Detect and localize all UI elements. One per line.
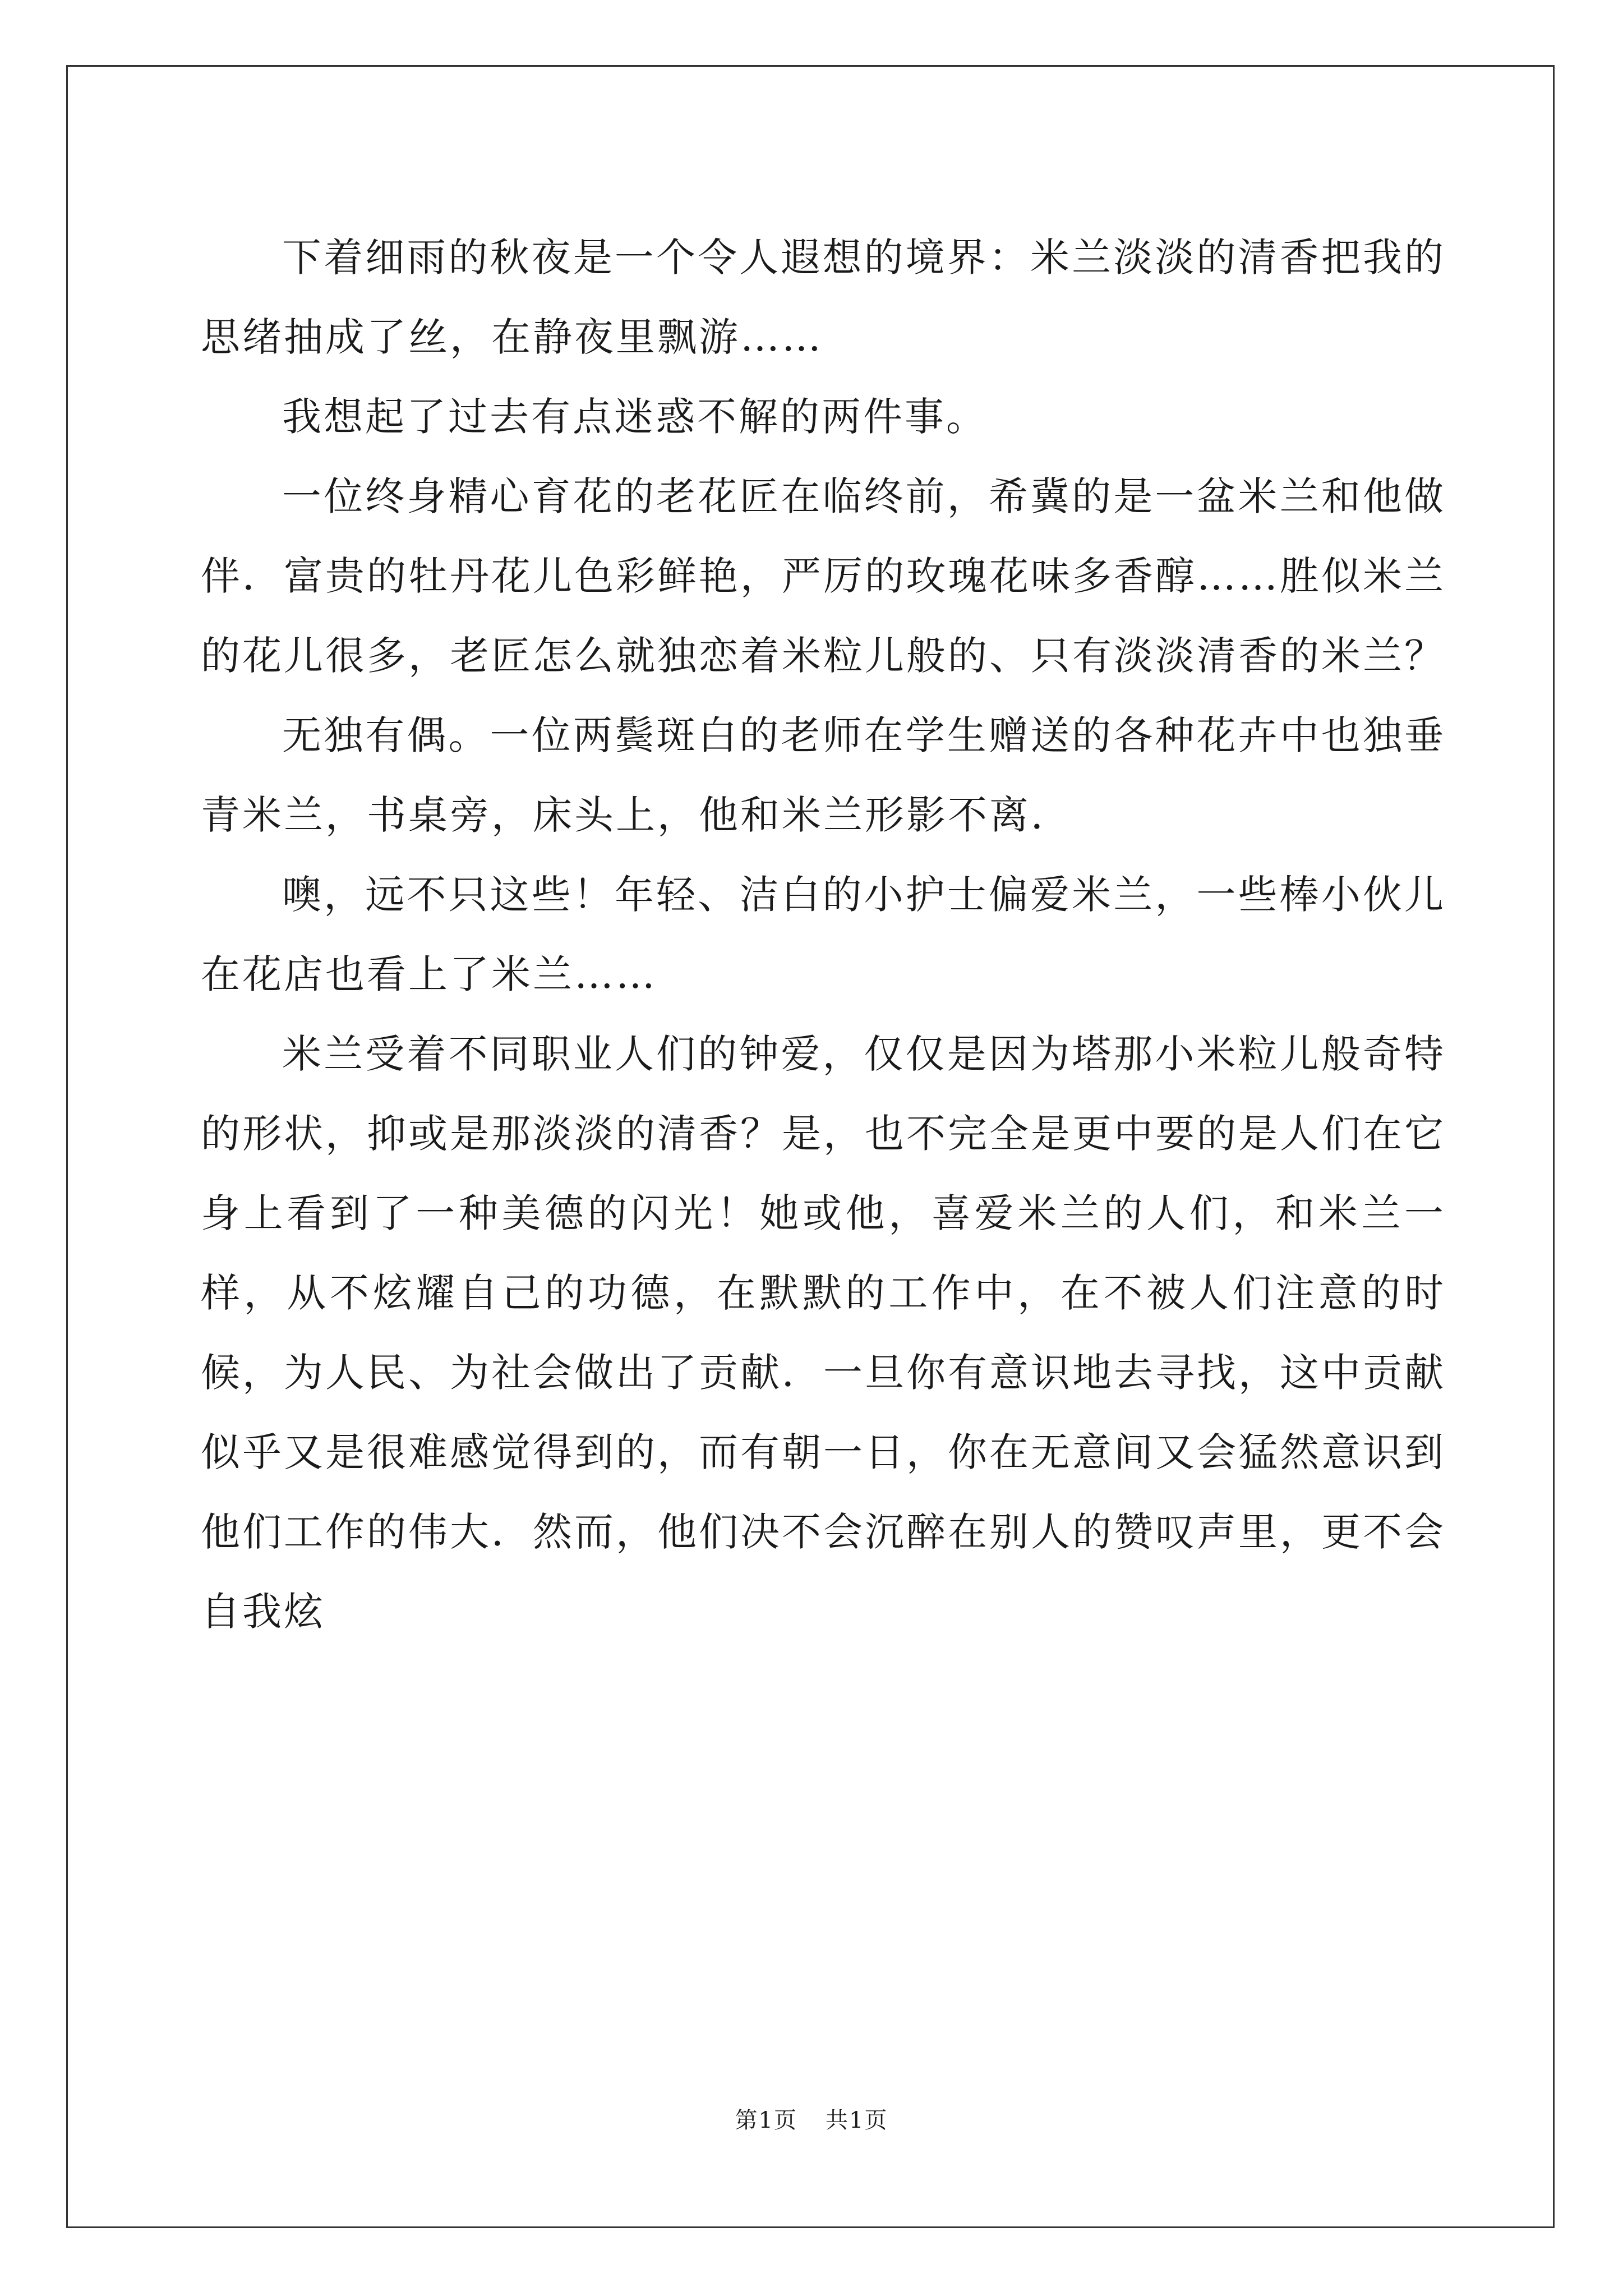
paragraph: 无独有偶。一位两鬓斑白的老师在学生赠送的各种花卉中也独垂青米兰，书桌旁，床头上，他和米兰形影不离． [201, 712, 1446, 838]
page-number-total: 共1页 [826, 2108, 888, 2133]
page-number-current: 第1页 [735, 2108, 797, 2133]
paragraph: 米兰受着不同职业人们的钟爱，仅仅是因为塔那小米粒儿般奇特的形状，抑或是那淡淡的清香？是，也不完全是更中要的是人们在它身上看到了一种美德的闪光！她或他，喜爱米兰的人们，和米兰一样，从不炫耀自己的功德，在默默的工作中，在不被人们注意的时候，为人民、为社会做出了贡献．一旦你有意识地去寻找，这中贡献似乎又是很难感觉得到的，而有朝一日，你在无意间又会猛然意识到他们工作的伟大．然而，他们决不会沉醉在别人的赞叹声里，更不会自我炫 [201, 1031, 1446, 1635]
page-footer [0, 2104, 1623, 2137]
document-body [201, 218, 1446, 1651]
paragraph: 噢，远不只这些！年轻、洁白的小护士偏爱米兰，一些棒小伙儿在花店也看上了米兰…… [201, 872, 1446, 997]
paragraph: 下着细雨的秋夜是一个令人遐想的境界：米兰淡淡的清香把我的思绪抽成了丝，在静夜里飘游…… [201, 234, 1446, 360]
paragraph: 一位终身精心育花的老花匠在临终前，希冀的是一盆米兰和他做伴．富贵的牡丹花儿色彩鲜艳，严厉的玫瑰花味多香醇……胜似米兰的花儿很多，老匠怎么就独恋着米粒儿般的、只有淡淡清香的米兰？ [201, 473, 1446, 679]
paragraph: 我想起了过去有点迷惑不解的两件事。 [282, 394, 988, 440]
